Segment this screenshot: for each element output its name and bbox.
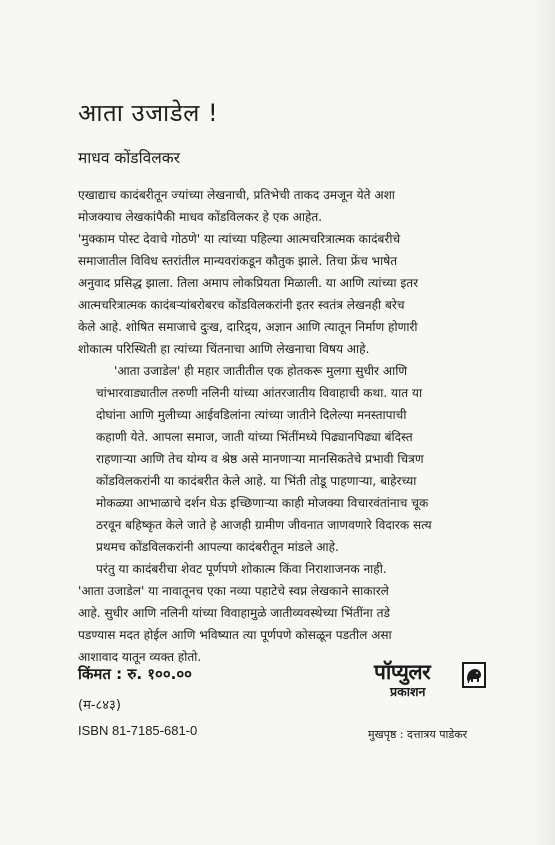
book-author: माधव कोंडविलकर xyxy=(78,149,180,167)
blurb-paragraph-2 xyxy=(78,360,482,558)
blurb-line: अनुवाद प्रसिद्ध झाला. तिला अमाप लोकप्रियता मिळाली. या आणि त्यांच्या इतर xyxy=(78,276,419,290)
isbn: ISBN 81-7185-681-0 xyxy=(78,723,198,738)
blurb-line: ठरवून बहिष्कृत केले जाते हे आजही ग्रामीण जीवनात जाणवणारे विदारक सत्य xyxy=(96,518,432,532)
blurb-line: शोकात्म परिस्थिती हा त्यांच्या चिंतनाचा आणि लेखनाचा विषय आहे. xyxy=(78,342,370,356)
cover-credit: मुखपृष्ठ : दत्तात्रय पाडेकर xyxy=(368,728,468,741)
blurb-line: परंतु या कादंबरीचा शेवट पूर्णपणे शोकात्म किंवा निराशाजनक नाही. xyxy=(96,562,387,576)
blurb-line: एखाद्याच कादंबरीतून ज्यांच्या लेखनाची, प्रतिभेची ताकद उमजून येते अशा xyxy=(78,188,395,202)
blurb-line: 'आता उजाडेल' ही महार जातीतील एक होतकरू मुलगा सुधीर आणि xyxy=(114,364,408,378)
blurb xyxy=(78,184,482,668)
blurb-line: केले आहे. शोषित समाजाचे दुःख, दारिद्र्य, अज्ञान आणि त्यातून निर्माण होणारी xyxy=(78,320,418,334)
book-title: आता उजाडेल ! xyxy=(78,99,219,127)
elephant-icon xyxy=(462,662,486,688)
page-edge-shade xyxy=(533,0,555,845)
blurb-line: 'मुक्काम पोस्ट देवाचे गोठणे' या त्यांच्या पहिल्या आत्मचरित्रात्मक कादंबरीचे xyxy=(78,232,401,246)
blurb-line: आशावाद यातून व्यक्त होतो. xyxy=(78,650,202,664)
publisher-name: पॉप्युलर xyxy=(374,660,431,684)
blurb-line: राहणाऱ्या आणि तेच योग्य व श्रेष्ठ असे मानणाऱ्या मानसिकतेचे प्रभावी चित्रण xyxy=(96,452,424,466)
blurb-line: मोकळ्या आभाळाचे दर्शन घेऊ इच्छिणाऱ्या काही मोजक्या विचारवंतांनाच चूक xyxy=(96,496,429,510)
publisher-logo xyxy=(374,660,486,700)
blurb-line: आहे. सुधीर आणि नलिनी यांच्या विवाहामुळे जातीव्यवस्थेच्या भिंतींना तडे xyxy=(78,606,390,620)
blurb-line: आत्मचरित्रात्मक कादंबऱ्यांबरोबरच कोंडविलकरांनी इतर स्वतंत्र लेखनही बरेच xyxy=(78,298,405,312)
blurb-line: चांभारवाड्यातील तरुणी नलिनी यांच्या आंतरजातीय विवाहाची कथा. यात या xyxy=(96,386,423,400)
blurb-line: समाजातील विविध स्तरांतील मान्यवरांकडून कौतुक झाले. तिचा फ्रेंच भाषेत xyxy=(78,254,398,268)
blurb-line: कहाणी येते. आपला समाज, जाती यांच्या भिंतींमध्ये पिढ्यानपिढ्या बंदिस्त xyxy=(96,430,413,444)
blurb-line: 'आता उजाडेल' या नावातूनच एका नव्या पहाटेचे स्वप्न लेखकाने साकारले xyxy=(78,584,389,598)
blurb-line: प्रथमच कोंडविलकरांनी आपल्या कादंबरीतून मांडले आहे. xyxy=(96,540,339,554)
blurb-line: कोंडविलकरांनी या कादंबरीत केले आहे. या भिंती तोडू पाहणाऱ्या, बाहेरच्या xyxy=(96,474,417,488)
blurb-line: दोघांना आणि मुलीच्या आईवडिलांना त्यांच्या जातीने दिलेल्या मनस्तापाची xyxy=(96,408,407,422)
price: किंमत : रु. १००.०० xyxy=(78,665,192,683)
catalog-code: (म-८४३) xyxy=(78,698,121,713)
publisher-subtitle: प्रकाशन xyxy=(390,684,426,699)
blurb-paragraph-3 xyxy=(78,558,482,668)
blurb-line: मोजक्याच लेखकांपैकी माधव कोंडविलकर हे एक आहेत. xyxy=(78,210,323,224)
blurb-paragraph-1 xyxy=(78,184,482,360)
blurb-line: पडण्यास मदत होईल आणि भविष्यात त्या पूर्णपणे कोसळून पडतील असा xyxy=(78,628,392,642)
